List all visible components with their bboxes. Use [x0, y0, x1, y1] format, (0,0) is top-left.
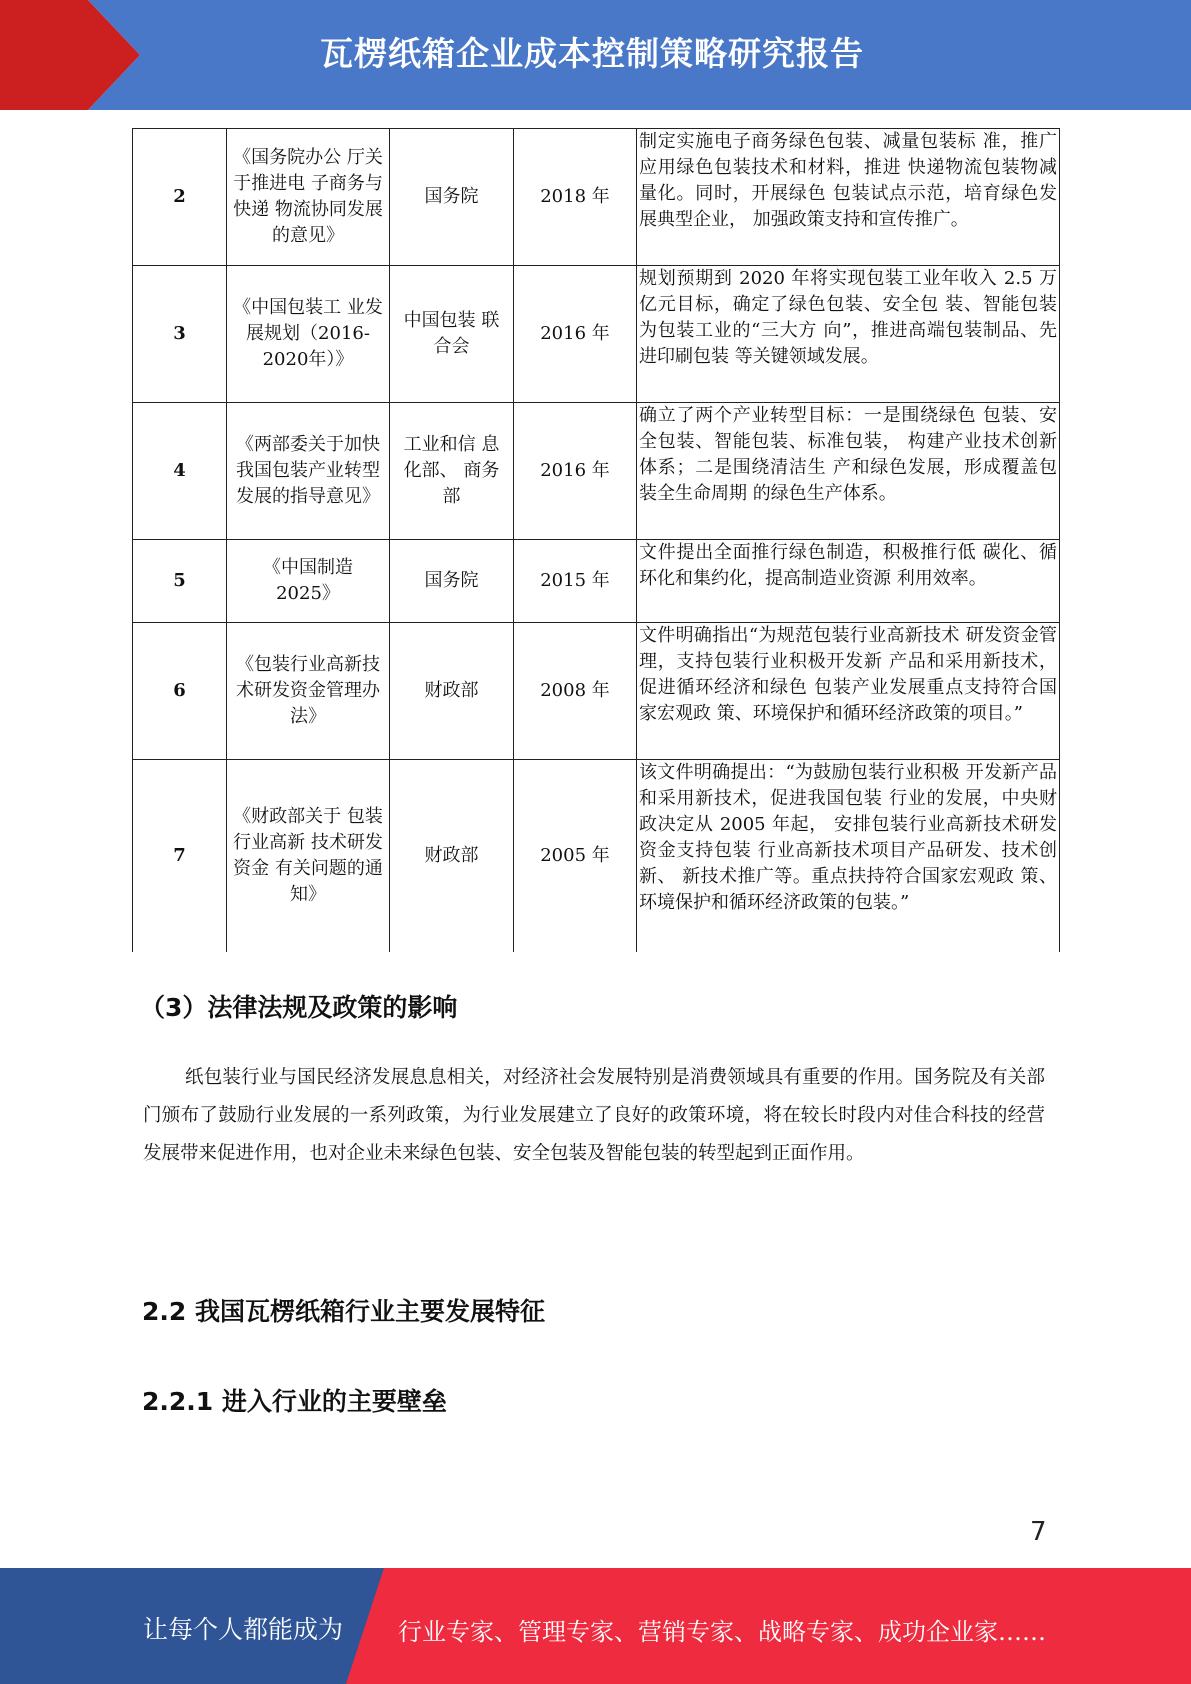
issuing-department: 财政部	[390, 623, 514, 760]
policy-name: 《中国包装工 业发展规划（2016-2020年）》	[227, 266, 390, 403]
issuing-department: 工业和信 息化部、 商务部	[390, 403, 514, 540]
policy-name: 《两部委关于加快我国包装产业转型发展的指导意见》	[227, 403, 390, 540]
policy-description: 制定实施电子商务绿色包装、减量包装标 准，推广应用绿色包装技术和材料，推进 快递物流包装物减量化。同时，开展绿色 包装试点示范，培育绿色发展典型企业， 加强政策支持和宣传推广。	[637, 129, 1060, 266]
policy-name: 《包装行业高新技术研发资金管理办法》	[227, 623, 390, 760]
row-number: 4	[133, 403, 227, 540]
policy-description: 文件提出全面推行绿色制造，积极推行低 碳化、循环化和集约化，提高制造业资源 利用效率。	[637, 540, 1060, 623]
policy-description: 该文件明确提出：“为鼓励包装行业积极 开发新产品和采用新技术，促进我国包装 行业的发展，中央财政决定从 2005 年起， 安排包装行业高新技术研发资金支持包装 行业高新技术项目产品研发、技术创新、 新技术推广等。重点扶持符合国家宏观政 策、环境保护和循环经济政策的包装。”	[637, 760, 1060, 952]
table-row	[133, 623, 1060, 760]
issuing-department: 国务院	[390, 540, 514, 623]
table-row	[133, 266, 1060, 403]
header-title: 瓦楞纸箱企业成本控制策略研究报告	[320, 34, 864, 73]
footer-slogan-right: 行业专家、管理专家、营销专家、战略专家、成功企业家……	[398, 1618, 1046, 1646]
issue-year: 2018 年	[514, 129, 637, 266]
body-paragraph: 纸包装行业与国民经济发展息息相关，对经济社会发展特别是消费领域具有重要的作用。国务院及有关部门颁布了鼓励行业发展的一系列政策，为行业发展建立了良好的政策环境，将在较长时段内对佳合科技的经营发展带来促进作用，也对企业未来绿色包装、安全包装及智能包装的转型起到正面作用。	[143, 1067, 1045, 1164]
footer-slogan-left: 让每个人都能成为	[143, 1615, 344, 1644]
section-heading-2-2-1: 2.2.1 进入行业的主要壁垒	[142, 1387, 447, 1416]
issuing-department: 中国包装 联合会	[390, 266, 514, 403]
row-number: 3	[133, 266, 227, 403]
policy-table	[132, 128, 1060, 952]
page-header	[0, 0, 1191, 110]
section-heading-laws-policies: （3）法律法规及政策的影响	[140, 993, 458, 1022]
row-number: 5	[133, 540, 227, 623]
issuing-department: 财政部	[390, 760, 514, 952]
row-number: 2	[133, 129, 227, 266]
issue-year: 2005 年	[514, 760, 637, 952]
policy-description: 文件明确指出“为规范包装行业高新技术 研发资金管理，支持包装行业积极开发新 产品和采用新技术，促进循环经济和绿色 包装产业发展重点支持符合国家宏观政 策、环境保护和循环经济政策的项目。”	[637, 623, 1060, 760]
issue-year: 2016 年	[514, 403, 637, 540]
header-arrow-decoration	[0, 0, 170, 110]
policy-description: 确立了两个产业转型目标：一是围绕绿色 包装、安全包装、智能包装、标准包装， 构建产业技术创新体系；二是围绕清洁生 产和绿色发展，形成覆盖包装全生命周期 的绿色生产体系。	[637, 403, 1060, 540]
row-number: 6	[133, 623, 227, 760]
policy-name: 《中国制造 2025》	[227, 540, 390, 623]
table-row	[133, 129, 1060, 266]
issue-year: 2008 年	[514, 623, 637, 760]
issue-year: 2016 年	[514, 266, 637, 403]
policy-name: 《国务院办公 厅关于推进电 子商务与快递 物流协同发展 的意见》	[227, 129, 390, 266]
table-row	[133, 403, 1060, 540]
page-footer	[0, 1568, 1191, 1684]
issuing-department: 国务院	[390, 129, 514, 266]
issue-year: 2015 年	[514, 540, 637, 623]
table-row	[133, 760, 1060, 952]
policy-name: 《财政部关于 包装行业高新 技术研发资金 有关问题的通 知》	[227, 760, 390, 952]
policy-description: 规划预期到 2020 年将实现包装工业年收入 2.5 万亿元目标，确定了绿色包装、安全包 装、智能包装为包装工业的“三大方 向”，推进高端包装制品、先进印刷包装 等关键领域发展。	[637, 266, 1060, 403]
page-number: 7	[1030, 1517, 1047, 1547]
section-heading-2-2: 2.2 我国瓦楞纸箱行业主要发展特征	[142, 1297, 545, 1326]
table-row	[133, 540, 1060, 623]
row-number: 7	[133, 760, 227, 952]
